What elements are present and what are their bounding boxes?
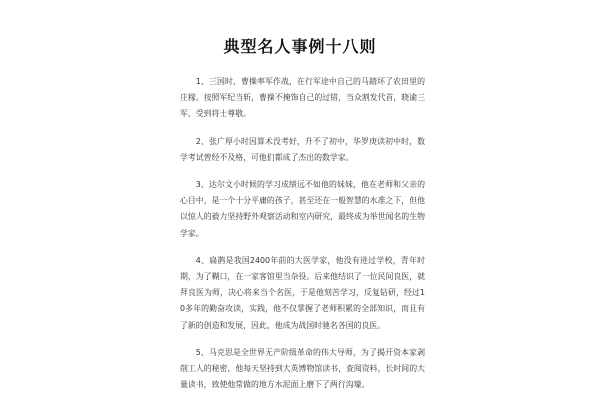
paragraph-1: 1、三国时，曹操率军作战，在行军途中自己的马踏坏了农田里的庄稼。按照军纪当斩，曹操不掩饰自己的过错，当众割发代首，晓谕三军，受到将士尊敬。: [180, 77, 425, 119]
paragraph-4: 4、扁鹊是我国2400年前的大医学家，他没有进过学校，青年时期，为了糊口，在一家客馆里当杂役。后来他结识了一位民间良医，就拜良医为师，决心将来当个名医，于是他刻苦学习，反复钻研，经过10多年的勤奋攻读，实践，他不仅掌握了老师积累的全部知识，而且有了新的创造和发展，因此，他成为战国时驰名各国的良医。: [180, 255, 425, 330]
document-title: 典型名人事例十八则: [223, 37, 377, 56]
paragraph-5: 5、马克思是全世界无产阶级革命的伟大导师，为了揭开资本家剥削工人的秘密，他每天坚持到大英博物馆读书，查阅资料，长时间的大量读书，致使他常做的地方水泥面上磨下了两行沟壕。: [180, 347, 425, 390]
document-body: [180, 74, 425, 404]
paragraph-2: 2、张广厚小时因算术没考好，升不了初中，华罗庚读初中时，数学考试曾经不及格，可他们都成了杰出的数学家。: [180, 136, 425, 162]
paragraph-3: 3、达尔文小时候的学习成绩远不如他的妹妹，他在老师和父亲的心目中，是一个十分平庸的孩子，甚至还在一般智慧的水准之下，但他以惊人的毅力坚持野外观察活动和室内研究，最终成为举世闻名的生物学家。: [180, 180, 425, 238]
